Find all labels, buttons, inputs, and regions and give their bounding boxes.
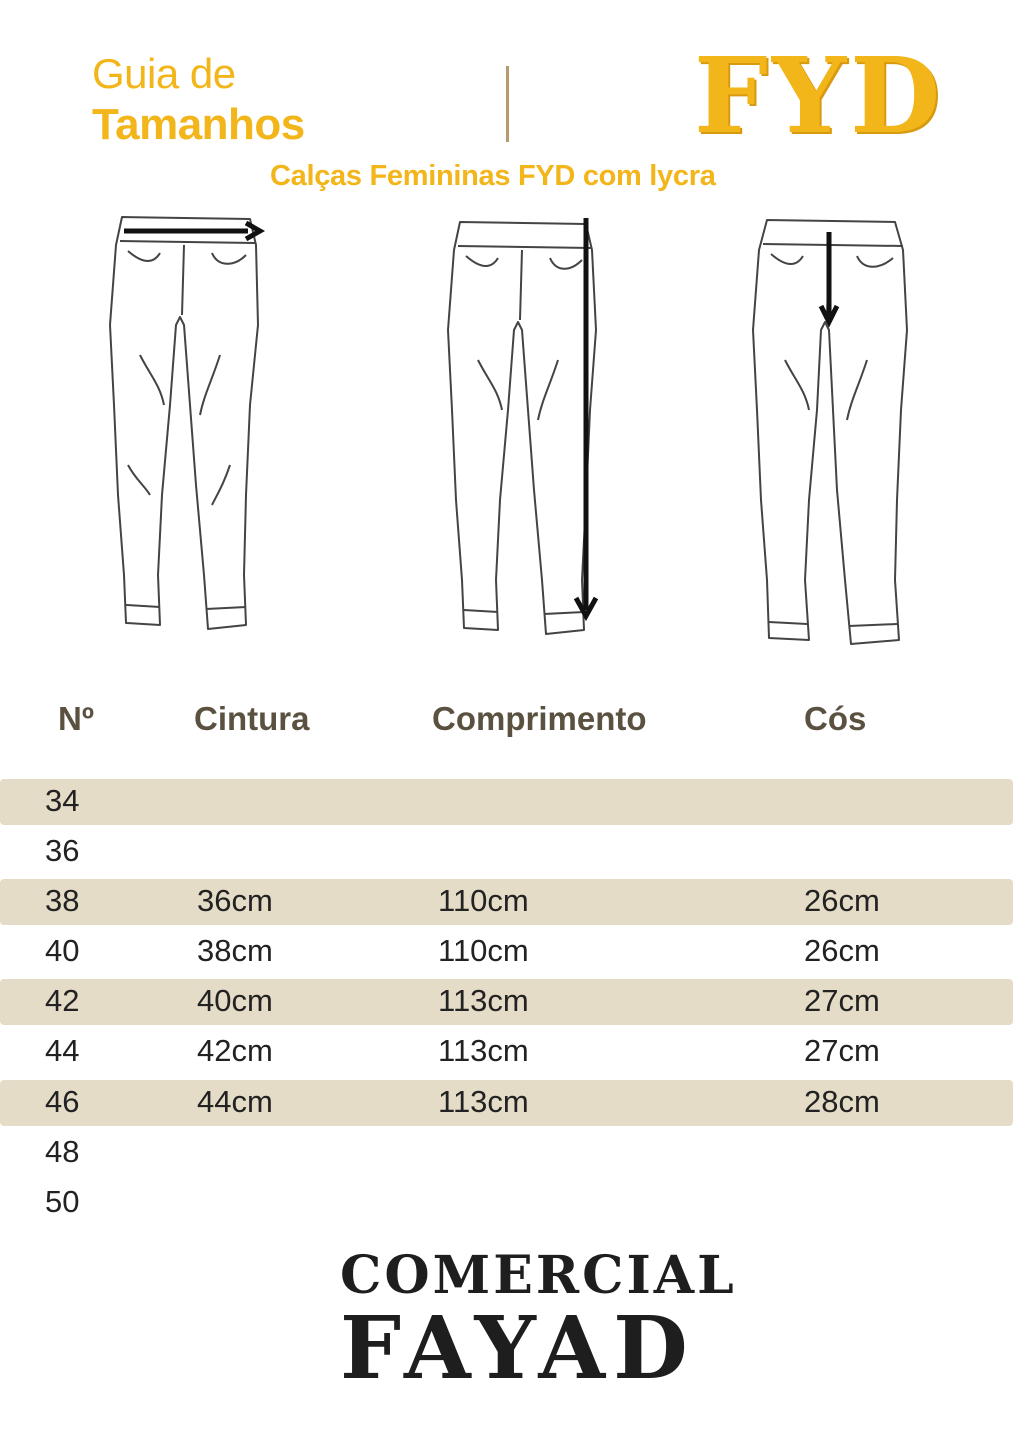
- cell-cos: 26cm: [804, 883, 880, 918]
- page-subtitle: Calças Femininas FYD com lycra: [270, 160, 716, 192]
- cell-cintura: 42cm: [197, 1033, 273, 1068]
- column-header-comprimento: Comprimento: [432, 700, 647, 737]
- cell-cintura: 40cm: [197, 983, 273, 1018]
- table-row: [0, 1130, 1013, 1176]
- cell-size: 34: [45, 783, 80, 818]
- cell-comprimento: 113cm: [438, 1084, 529, 1119]
- cell-cintura: 36cm: [197, 883, 273, 918]
- cell-size: 42: [45, 983, 80, 1018]
- page-title-line1: Guia de: [92, 50, 236, 97]
- cell-cintura: 38cm: [197, 933, 273, 968]
- column-header-cintura: Cintura: [194, 700, 310, 737]
- cell-size: 44: [45, 1033, 80, 1068]
- waist-arrow: [124, 223, 260, 239]
- footer-logo-line1: COMERCIAL: [340, 1245, 737, 1306]
- rise-measure-illustration: [745, 210, 925, 655]
- cell-cos: 26cm: [804, 933, 880, 968]
- table-row: [0, 1080, 1013, 1126]
- table-row: [0, 829, 1013, 875]
- table-row: [0, 779, 1013, 825]
- cell-size: 40: [45, 933, 80, 968]
- page-title-line2: Tamanhos: [92, 100, 305, 149]
- cell-comprimento: 113cm: [438, 1033, 529, 1068]
- table-row: [0, 1180, 1013, 1226]
- cell-cintura: 44cm: [197, 1084, 273, 1119]
- cell-cos: 27cm: [804, 1033, 880, 1068]
- cell-comprimento: 113cm: [438, 983, 529, 1018]
- length-measure-illustration: [440, 210, 620, 650]
- footer-logo-line2: FAYAD: [340, 1298, 696, 1399]
- table-row: [0, 1029, 1013, 1075]
- table-row: [0, 979, 1013, 1025]
- table-row: [0, 929, 1013, 975]
- column-header-cos: Cós: [804, 700, 867, 737]
- table-row: [0, 879, 1013, 925]
- cell-size: 38: [45, 883, 80, 918]
- cell-cos: 28cm: [804, 1084, 880, 1119]
- header-divider: [506, 66, 509, 142]
- cell-cos: 27cm: [804, 983, 880, 1018]
- footer-logo: [340, 1245, 737, 1399]
- cell-size: 50: [45, 1184, 80, 1219]
- cell-size: 36: [45, 833, 80, 868]
- brand-logo: FYD: [694, 34, 945, 157]
- cell-size: 48: [45, 1134, 80, 1169]
- column-header-size: Nº: [58, 700, 94, 737]
- cell-size: 46: [45, 1084, 80, 1119]
- cell-comprimento: 110cm: [438, 933, 529, 968]
- cell-comprimento: 110cm: [438, 883, 529, 918]
- waist-measure-illustration: [100, 205, 280, 645]
